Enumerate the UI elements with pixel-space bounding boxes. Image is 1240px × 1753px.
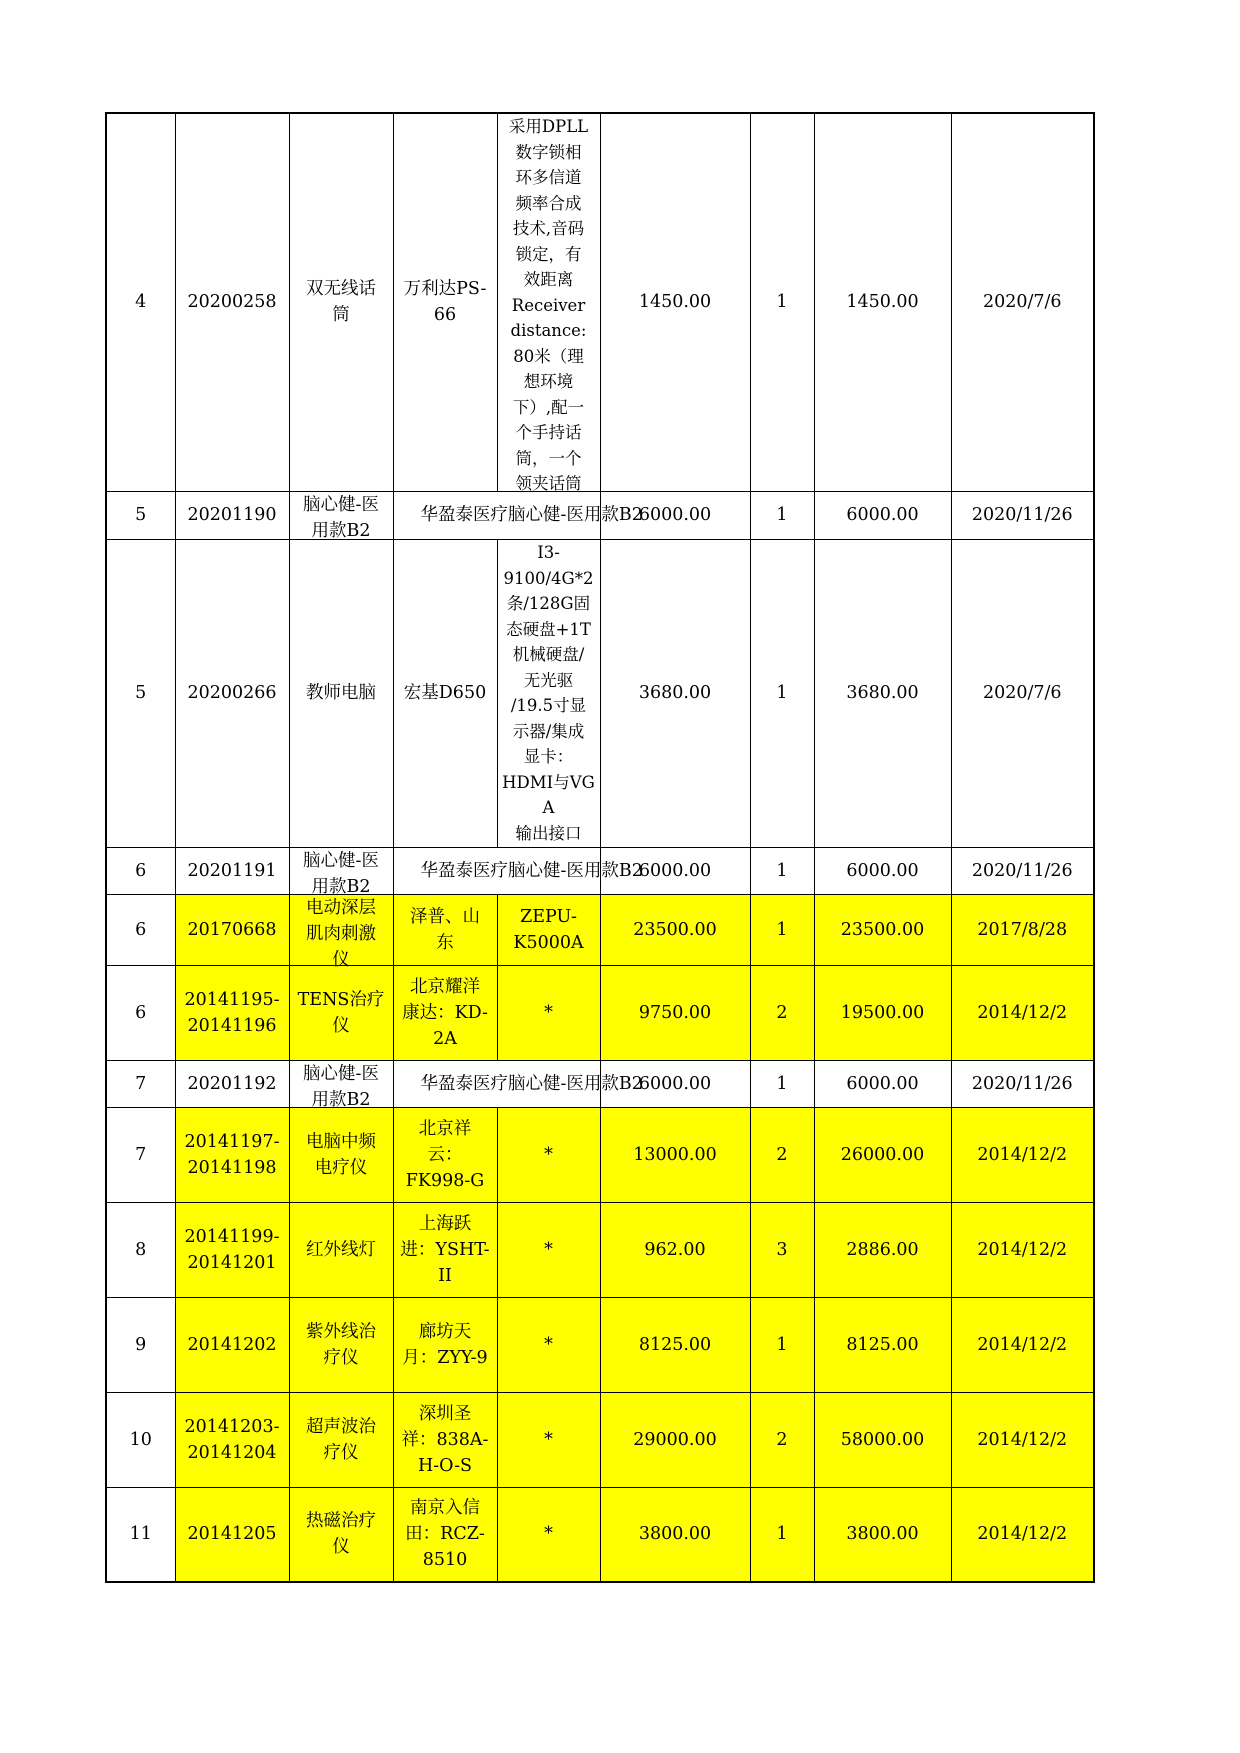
item-model[interactable]: 上海跃 进：YSHT- II [393, 1202, 497, 1297]
item-spec[interactable]: * [497, 1107, 600, 1202]
item-name[interactable]: 红外线灯 [289, 1202, 393, 1297]
unit-price[interactable]: 3680.00 [600, 539, 750, 847]
asset-code[interactable]: 20170668 [175, 894, 289, 965]
table-row [106, 539, 1094, 847]
purchase-date[interactable]: 2020/7/6 [951, 539, 1094, 847]
item-name-text: 脑心健-医 用款B2 [303, 1064, 379, 1110]
quantity[interactable]: 1 [750, 894, 814, 965]
row-number[interactable]: 4 [106, 113, 175, 491]
item-spec-text: 采用DPLL 数字锁相 环多信道 频率合成 技术,音码 锁定，有 效距离 Receiver distance: 80米（理 想环境 下）,配一 个手持话 筒，一个 领夹话筒 [508, 117, 589, 494]
table-row [106, 1487, 1094, 1582]
table-row [106, 847, 1094, 894]
total-amount[interactable]: 6000.00 [814, 491, 951, 539]
item-name-text: 电动深层 肌肉刺激 仪 [306, 898, 376, 970]
purchase-date[interactable]: 2014/12/2 [951, 1107, 1094, 1202]
table-row [106, 113, 1094, 491]
quantity[interactable]: 2 [750, 965, 814, 1060]
item-spec[interactable]: * [497, 1487, 600, 1582]
asset-code[interactable]: 20201192 [175, 1060, 289, 1107]
asset-code[interactable]: 20141203- 20141204 [175, 1392, 289, 1487]
unit-price[interactable]: 13000.00 [600, 1107, 750, 1202]
item-name[interactable]: 热磁治疗 仪 [289, 1487, 393, 1582]
item-name[interactable]: 双无线话 筒 [289, 113, 393, 491]
item-spec[interactable]: * [497, 1297, 600, 1392]
item-name[interactable]: 教师电脑 [289, 539, 393, 847]
unit-price[interactable]: 29000.00 [600, 1392, 750, 1487]
purchase-date[interactable]: 2020/11/26 [951, 1060, 1094, 1107]
table-row [106, 1202, 1094, 1297]
table-row [106, 1060, 1094, 1107]
total-amount[interactable]: 3680.00 [814, 539, 951, 847]
item-model[interactable]: 北京耀洋 康达：KD- 2A [393, 965, 497, 1060]
item-spec[interactable]: * [497, 1202, 600, 1297]
item-name[interactable]: 紫外线治 疗仪 [289, 1297, 393, 1392]
row-number[interactable]: 9 [106, 1297, 175, 1392]
asset-code[interactable]: 20200266 [175, 539, 289, 847]
quantity[interactable]: 1 [750, 847, 814, 894]
item-model-spec[interactable]: 华盈泰医疗脑心健-医用款B2 [393, 847, 600, 894]
item-spec[interactable]: ZEPU- K5000A [497, 894, 600, 965]
quantity[interactable]: 2 [750, 1107, 814, 1202]
row-number[interactable]: 5 [106, 539, 175, 847]
item-name[interactable]: TENS治疗 仪 [289, 965, 393, 1060]
row-number[interactable]: 6 [106, 965, 175, 1060]
quantity[interactable]: 3 [750, 1202, 814, 1297]
total-amount[interactable]: 26000.00 [814, 1107, 951, 1202]
item-spec[interactable]: * [497, 965, 600, 1060]
quantity[interactable]: 1 [750, 491, 814, 539]
equipment-table [105, 112, 1095, 1583]
item-name[interactable] [289, 491, 393, 539]
purchase-date[interactable]: 2014/12/2 [951, 1297, 1094, 1392]
item-model-spec[interactable]: 华盈泰医疗脑心健-医用款B2 [393, 491, 600, 539]
total-amount[interactable]: 2886.00 [814, 1202, 951, 1297]
purchase-date[interactable]: 2017/8/28 [951, 894, 1094, 965]
row-number[interactable]: 6 [106, 894, 175, 965]
item-model[interactable]: 宏基D650 [393, 539, 497, 847]
asset-code[interactable]: 20200258 [175, 113, 289, 491]
unit-price[interactable]: 8125.00 [600, 1297, 750, 1392]
unit-price[interactable]: 6000.00 [600, 491, 750, 539]
table-row [106, 894, 1094, 965]
row-number[interactable]: 5 [106, 491, 175, 539]
total-amount[interactable]: 6000.00 [814, 847, 951, 894]
asset-code[interactable]: 20201190 [175, 491, 289, 539]
quantity[interactable]: 1 [750, 113, 814, 491]
total-amount[interactable]: 3800.00 [814, 1487, 951, 1582]
item-name-text: 脑心健-医 用款B2 [303, 851, 379, 897]
item-spec[interactable] [497, 113, 600, 494]
purchase-date[interactable]: 2014/12/2 [951, 1392, 1094, 1487]
quantity[interactable]: 1 [750, 1060, 814, 1107]
row-number[interactable]: 7 [106, 1060, 175, 1107]
total-amount[interactable]: 8125.00 [814, 1297, 951, 1392]
row-number[interactable]: 7 [106, 1107, 175, 1202]
purchase-date[interactable]: 2020/11/26 [951, 491, 1094, 539]
quantity[interactable]: 1 [750, 539, 814, 847]
item-name[interactable]: 电脑中频 电疗仪 [289, 1107, 393, 1202]
item-model[interactable]: 泽普、山 东 [393, 894, 497, 965]
item-name[interactable]: 超声波治 疗仪 [289, 1392, 393, 1487]
item-model[interactable]: 南京入信 田：RCZ- 8510 [393, 1487, 497, 1582]
asset-code[interactable]: 20141195- 20141196 [175, 965, 289, 1060]
unit-price[interactable]: 6000.00 [600, 1060, 750, 1107]
item-model[interactable]: 万利达PS- 66 [393, 113, 497, 491]
asset-code[interactable]: 20141199- 20141201 [175, 1202, 289, 1297]
purchase-date[interactable]: 2014/12/2 [951, 965, 1094, 1060]
item-model[interactable]: 廊坊天 月：ZYY-9 [393, 1297, 497, 1392]
total-amount[interactable]: 1450.00 [814, 113, 951, 491]
unit-price[interactable]: 3800.00 [600, 1487, 750, 1582]
purchase-date[interactable]: 2020/11/26 [951, 847, 1094, 894]
item-spec[interactable]: * [497, 1392, 600, 1487]
asset-code[interactable]: 20141197- 20141198 [175, 1107, 289, 1202]
row-number[interactable]: 10 [106, 1392, 175, 1487]
table-row [106, 965, 1094, 1060]
item-name-text: 脑心健-医 用款B2 [303, 495, 379, 541]
quantity[interactable]: 1 [750, 1487, 814, 1582]
item-model[interactable]: 北京祥 云： FK998-G [393, 1107, 497, 1202]
table-row [106, 1107, 1094, 1202]
total-amount[interactable]: 6000.00 [814, 1060, 951, 1107]
row-number[interactable]: 6 [106, 847, 175, 894]
total-amount[interactable]: 23500.00 [814, 894, 951, 965]
item-model-spec[interactable]: 华盈泰医疗脑心健-医用款B2 [393, 1060, 600, 1107]
asset-code[interactable]: 20141202 [175, 1297, 289, 1392]
unit-price[interactable]: 23500.00 [600, 894, 750, 965]
row-number[interactable]: 8 [106, 1202, 175, 1297]
purchase-date[interactable]: 2014/12/2 [951, 1487, 1094, 1582]
asset-code[interactable]: 20201191 [175, 847, 289, 894]
item-spec[interactable]: I3- 9100/4G*2 条/128G固 态硬盘+1T 机械硬盘/ 无光驱 /19.5寸显 示器/集成 显卡： HDMI与VGA 输出接口 [497, 539, 600, 847]
unit-price[interactable]: 9750.00 [600, 965, 750, 1060]
table-row [106, 491, 1094, 539]
item-model[interactable]: 深圳圣 祥：838A- H-O-S [393, 1392, 497, 1487]
item-name[interactable] [289, 1060, 393, 1110]
quantity[interactable]: 1 [750, 1297, 814, 1392]
purchase-date[interactable]: 2020/7/6 [951, 113, 1094, 491]
item-name[interactable] [289, 894, 393, 970]
unit-price[interactable]: 1450.00 [600, 113, 750, 491]
row-number[interactable]: 11 [106, 1487, 175, 1582]
table-row [106, 1297, 1094, 1392]
unit-price[interactable]: 962.00 [600, 1202, 750, 1297]
unit-price[interactable]: 6000.00 [600, 847, 750, 894]
purchase-date[interactable]: 2014/12/2 [951, 1202, 1094, 1297]
total-amount[interactable]: 58000.00 [814, 1392, 951, 1487]
item-name[interactable] [289, 847, 393, 897]
asset-code[interactable]: 20141205 [175, 1487, 289, 1582]
table-row [106, 1392, 1094, 1487]
total-amount[interactable]: 19500.00 [814, 965, 951, 1060]
quantity[interactable]: 2 [750, 1392, 814, 1487]
